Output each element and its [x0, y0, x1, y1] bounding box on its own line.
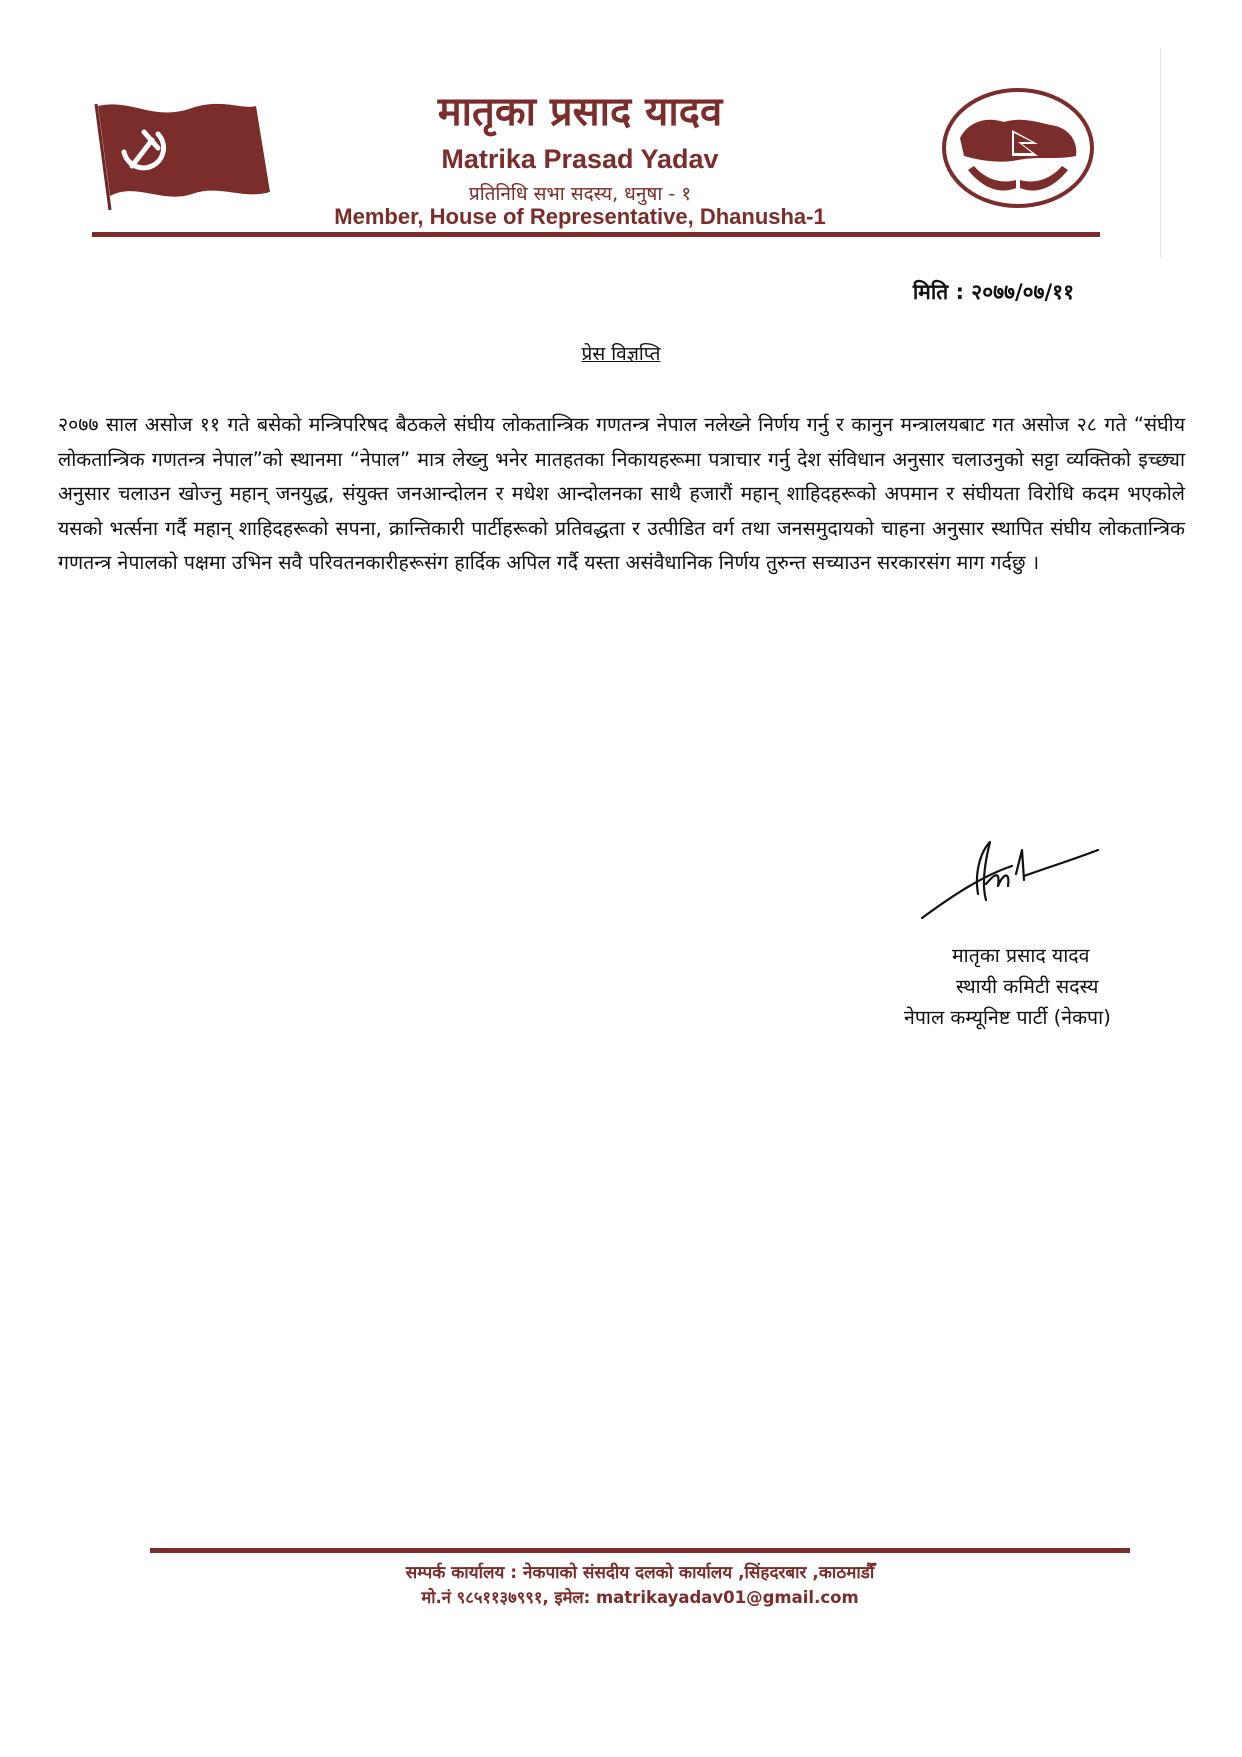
footer — [150, 1560, 1130, 1610]
position-english: Member, House of Representative, Dhanusha-1 — [334, 204, 826, 229]
handwritten-signature-icon — [912, 820, 1112, 930]
letterhead — [0, 0, 1242, 250]
name-english: Matrika Prasad Yadav — [441, 144, 719, 174]
footer-phone-email: मो.नं ९८५११३७९९१, इमेल: matrikayadav01@gmail.com — [421, 1588, 859, 1607]
signatory-party: नेपाल कम्यूनिष्ट पार्टी (नेकपा) — [904, 1006, 1111, 1029]
name-nepali: मातृका प्रसाद यादव — [437, 89, 723, 135]
hammer-sickle-flag-icon — [92, 96, 272, 212]
footer-contact: सम्पर्क कार्यालय : नेकपाको संसदीय दलको कार्यालय ,सिंहदरबार ,काठमाडौँ — [405, 1563, 875, 1583]
signatory-role: स्थायी कमिटी सदस्य — [956, 975, 1099, 998]
signatory-name: मातृका प्रसाद यादव — [952, 944, 1090, 967]
press-release-body: २०७७ साल असोज ११ गते बसेको मन्त्रिपरिषद बैठकले संघीय लोकतान्त्रिक गणतन्त्र नेपाल नलेख्ने निर्णय गर्नु र कानुन मन्त्रालयबाट गत असोज २८ गते “संघीय लोकतान्त्रिक गणतन्त्र नेपाल”को स्थानमा “नेपाल” मात्र लेख्नु भनेर मातहतका निकायहरूमा पत्राचार गर्नु देश संविधान अनुसार चलाउनुको सट्टा व्यक्तिको इच्छ्या अनुसार चलाउन खोज्नु महान् जनयुद्ध, संयुक्त जनआन्दोलन र मधेश आन्दोलनका साथै हजारौं महान् शाहिदहरूको अपमान र संघीयता विरोधि कदम भएकोले यसको भर्त्सना गर्दै महान् शाहिदहरूको सपना, क्रान्तिकारी पार्टीहरूको प्रतिवद्धता र उत्पीडित वर्ग तथा जनसमुदायको चाहना अनुसार स्थापित संघीय लोकतान्त्रिक गणतन्त्र नेपालको पक्षमा उभिन सवै परिवतनकारीहरूसंग हार्दिक अपिल गर्दै यस्ता असंवैधानिक निर्णय तुरुन्त सच्याउन सरकारसंग माग गर्दछु । — [58, 413, 1185, 574]
position-nepali: प्रतिनिधि सभा सदस्य, धनुषा - १ — [468, 183, 692, 205]
date: मिति : २०७७/०७/११ — [912, 280, 1074, 304]
subject-heading — [0, 340, 1242, 366]
signatory-block — [900, 940, 1180, 1033]
header-rule — [92, 232, 1100, 237]
subject-text: प्रेस विज्ञप्ति — [581, 343, 661, 365]
nepal-map-hands-logo-icon — [938, 86, 1098, 216]
footer-rule — [150, 1548, 1130, 1553]
